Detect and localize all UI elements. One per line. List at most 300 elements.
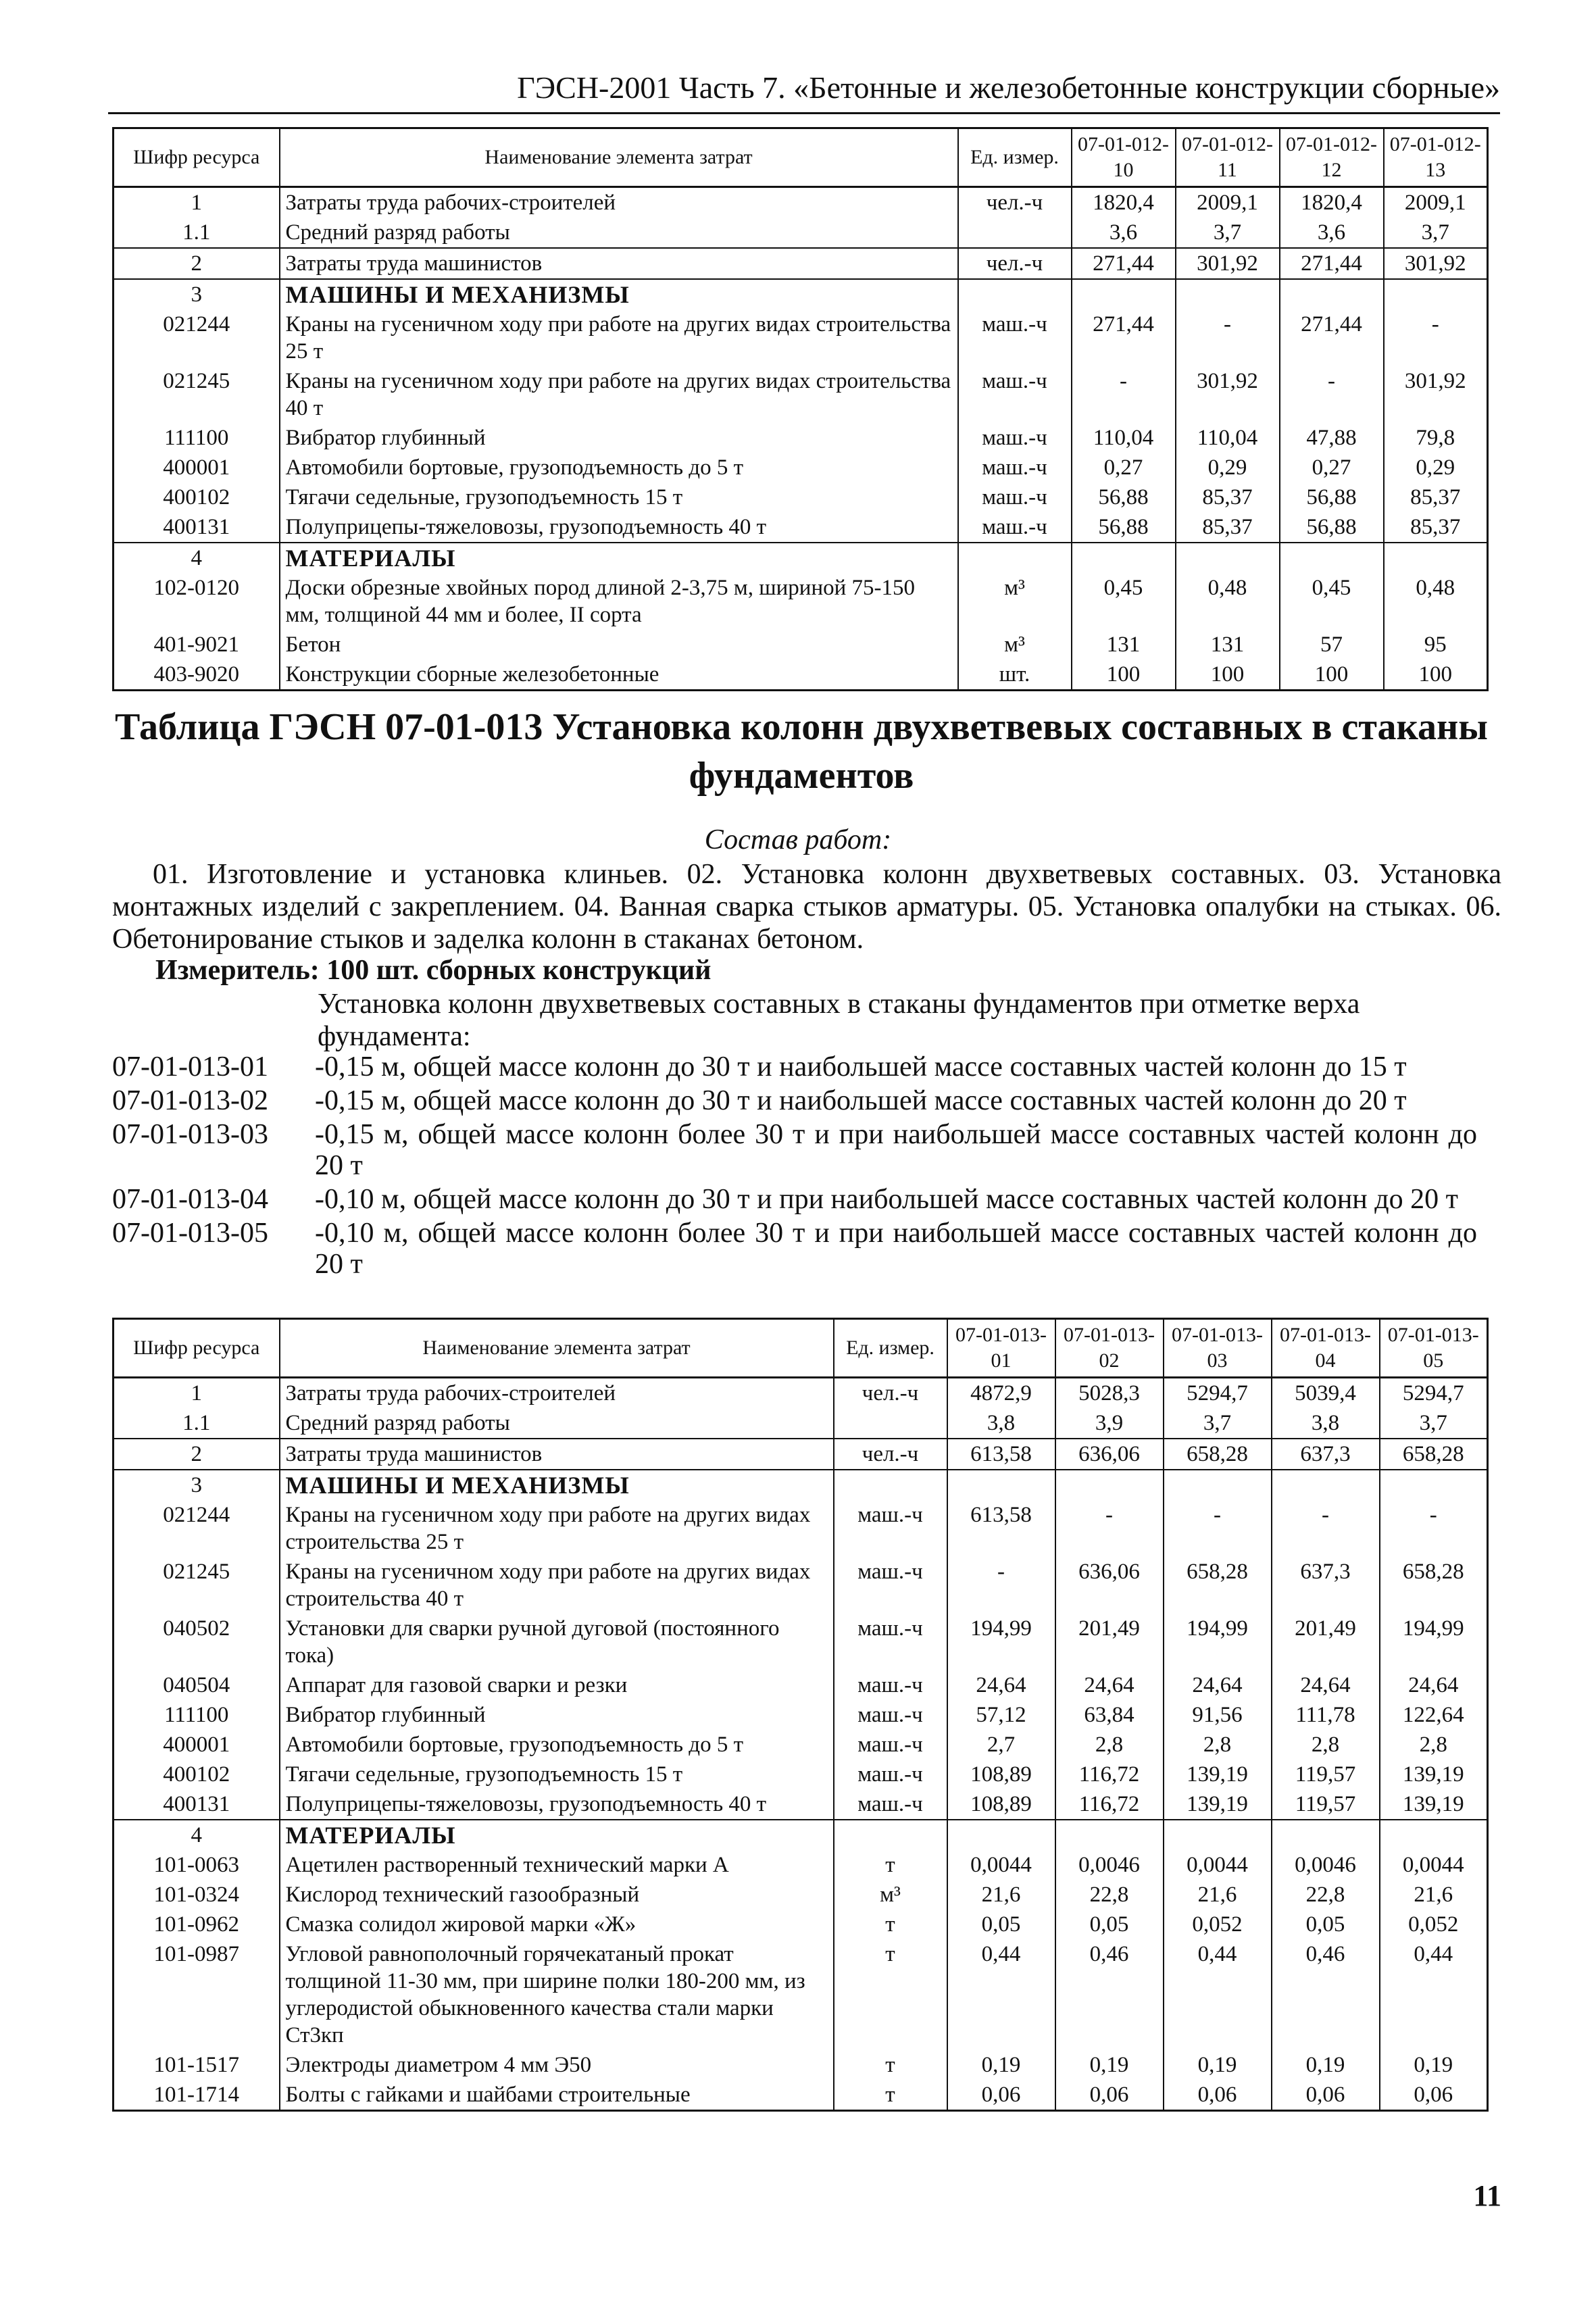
table-header-row (114, 1319, 1488, 1378)
norm-value: 116,72 (1055, 1760, 1164, 1789)
norm-value: 0,45 (1280, 573, 1384, 630)
norm-value: 0,29 (1176, 453, 1280, 482)
norm-value: 47,88 (1280, 423, 1384, 453)
resource-unit: м³ (958, 573, 1072, 630)
norm-value: 56,88 (1280, 482, 1384, 512)
table-row (114, 218, 1488, 248)
norm-value: 122,64 (1380, 1700, 1488, 1730)
resource-name: Краны на гусеничном ходу при работе на других видах строительства 25 т (280, 1500, 834, 1557)
resource-code: 101-1517 (114, 2050, 280, 2080)
norm-value: - (1280, 366, 1384, 423)
resource-table-013 (112, 1318, 1489, 2112)
norm-value: 110,04 (1176, 423, 1280, 453)
table-row (114, 1557, 1488, 1614)
resource-name: Средний разряд работы (280, 218, 958, 248)
norm-value: 658,28 (1164, 1439, 1272, 1470)
norm-value (1055, 1470, 1164, 1500)
section-row (114, 543, 1488, 573)
resource-code: 1 (114, 187, 280, 218)
resource-unit: маш.-ч (958, 366, 1072, 423)
variant-item (112, 1218, 1504, 1280)
norm-value: 2,8 (1380, 1730, 1488, 1760)
norm-value: 1820,4 (1072, 187, 1176, 218)
resource-code: 400001 (114, 453, 280, 482)
resource-name: Бетон (280, 630, 958, 659)
table-row (114, 1789, 1488, 1820)
table-row (114, 512, 1488, 543)
norm-value: 22,8 (1272, 1880, 1380, 1910)
resource-code: 101-0324 (114, 1880, 280, 1910)
table-row (114, 1670, 1488, 1700)
resource-unit (958, 543, 1072, 573)
resource-name: Тягачи седельные, грузоподъемность 15 т (280, 482, 958, 512)
resource-code: 111100 (114, 423, 280, 453)
norm-value: 0,27 (1280, 453, 1384, 482)
norm-value: 1820,4 (1280, 187, 1384, 218)
norm-value: 0,06 (1164, 2080, 1272, 2111)
resource-code: 400102 (114, 1760, 280, 1789)
resource-unit (834, 1470, 947, 1500)
resource-unit: шт. (958, 659, 1072, 691)
norm-value: 271,44 (1280, 248, 1384, 279)
resource-code: 3 (114, 279, 280, 309)
resource-code: 102-0120 (114, 573, 280, 630)
norm-value: 100 (1384, 659, 1488, 691)
norm-value: 3,7 (1164, 1408, 1272, 1439)
resource-code: 4 (114, 543, 280, 573)
norm-value: 5294,7 (1164, 1378, 1272, 1409)
norm-value: 95 (1384, 630, 1488, 659)
table-header-row (114, 128, 1488, 187)
variant-item (112, 1051, 1504, 1082)
norm-value (947, 1470, 1055, 1500)
resource-code: 2 (114, 1439, 280, 1470)
resource-code: 021245 (114, 366, 280, 423)
resource-unit: м³ (834, 1880, 947, 1910)
table-body (114, 187, 1488, 691)
col-header-norm: 07-01-012-12 (1280, 128, 1384, 187)
work-composition-caption: Состав работ: (704, 824, 892, 855)
col-header-norm: 07-01-013-04 (1272, 1319, 1380, 1378)
norm-value: 100 (1280, 659, 1384, 691)
variant-code: 07-01-013-03 (112, 1119, 268, 1150)
col-header-unit: Ед. измер. (958, 128, 1072, 187)
norm-value: 0,44 (1380, 1939, 1488, 2050)
table-row (114, 1700, 1488, 1730)
resource-name: Аппарат для газовой сварки и резки (280, 1670, 834, 1700)
norm-value: 0,0044 (1164, 1850, 1272, 1880)
resource-name: Краны на гусеничном ходу при работе на других видах строительства 25 т (280, 309, 958, 366)
norm-value: 0,29 (1384, 453, 1488, 482)
norm-value: 79,8 (1384, 423, 1488, 453)
norm-value: 139,19 (1380, 1760, 1488, 1789)
norm-value: 21,6 (1380, 1880, 1488, 1910)
running-title: ГЭСН-2001 Часть 7. «Бетонные и железобетонные конструкции сборные» (108, 68, 1500, 114)
table-row (114, 1614, 1488, 1670)
col-header-norm: 07-01-013-02 (1055, 1319, 1164, 1378)
norm-value: 301,92 (1176, 366, 1280, 423)
norm-value: 139,19 (1380, 1789, 1488, 1820)
col-header-code: Шифр ресурса (114, 128, 280, 187)
norm-value: 0,0044 (947, 1850, 1055, 1880)
resource-code: 1 (114, 1378, 280, 1409)
norm-value: 119,57 (1272, 1760, 1380, 1789)
norm-value: 85,37 (1176, 512, 1280, 543)
norm-value: 194,99 (947, 1614, 1055, 1670)
norm-value: 4872,9 (947, 1378, 1055, 1409)
resource-unit: маш.-ч (834, 1730, 947, 1760)
resource-unit: маш.-ч (958, 453, 1072, 482)
norm-value (1072, 279, 1176, 309)
norm-value: 0,19 (1380, 2050, 1488, 2080)
norm-value: 0,27 (1072, 453, 1176, 482)
resource-unit: маш.-ч (958, 482, 1072, 512)
resource-name: Краны на гусеничном ходу при работе на других видах строительства 40 т (280, 366, 958, 423)
norm-value: 636,06 (1055, 1557, 1164, 1614)
resource-name: Доски обрезные хвойных пород длиной 2-3,75 м, шириной 75-150 мм, толщиной 44 мм и более, II сорта (280, 573, 958, 630)
norm-value: 108,89 (947, 1789, 1055, 1820)
resource-name: Ацетилен растворенный технический марки А (280, 1850, 834, 1880)
col-header-norm: 07-01-013-03 (1164, 1319, 1272, 1378)
resource-code: 021244 (114, 1500, 280, 1557)
norm-value: 0,05 (1272, 1910, 1380, 1939)
norm-value (1380, 1820, 1488, 1850)
norm-value: 0,19 (1164, 2050, 1272, 2080)
norm-value: 22,8 (1055, 1880, 1164, 1910)
col-header-unit: Ед. измер. (834, 1319, 947, 1378)
norm-value: 0,44 (947, 1939, 1055, 2050)
resource-code: 3 (114, 1470, 280, 1500)
norm-value: 139,19 (1164, 1760, 1272, 1789)
variant-code: 07-01-013-01 (112, 1051, 268, 1082)
norm-value (1384, 543, 1488, 573)
norm-value: - (1272, 1500, 1380, 1557)
norm-value: 3,8 (1272, 1408, 1380, 1439)
norm-value: 2,8 (1164, 1730, 1272, 1760)
resource-unit: чел.-ч (834, 1439, 947, 1470)
resource-unit: т (834, 2050, 947, 2080)
table-title: Таблица ГЭСН 07-01-013 Установка колонн двухветвевых составных в стаканы фундаментов (115, 706, 1488, 797)
section-row (114, 1470, 1488, 1500)
resource-name: МАТЕРИАЛЫ (280, 1820, 834, 1850)
norm-value: 56,88 (1072, 512, 1176, 543)
norm-value: - (1164, 1500, 1272, 1557)
resource-code: 101-0987 (114, 1939, 280, 2050)
norm-value: 301,92 (1384, 366, 1488, 423)
table-row (114, 187, 1488, 218)
norm-value: 24,64 (1272, 1670, 1380, 1700)
variants-intro: Установка колонн двухветвевых составных в стаканы фундаментов при отметке верха фундамента: (318, 989, 1360, 1052)
resource-unit: маш.-ч (958, 512, 1072, 543)
table-row (114, 573, 1488, 630)
resource-unit: т (834, 1910, 947, 1939)
norm-value: 91,56 (1164, 1700, 1272, 1730)
norm-value: 100 (1176, 659, 1280, 691)
resource-name: Смазка солидол жировой марки «Ж» (280, 1910, 834, 1939)
norm-value: 0,0046 (1272, 1850, 1380, 1880)
norm-value (1055, 1820, 1164, 1850)
norm-value: 0,46 (1272, 1939, 1380, 2050)
norm-value: 24,64 (947, 1670, 1055, 1700)
norm-value: - (1055, 1500, 1164, 1557)
norm-value (1176, 279, 1280, 309)
resource-code: 401-9021 (114, 630, 280, 659)
norm-value: 139,19 (1164, 1789, 1272, 1820)
resource-code: 400102 (114, 482, 280, 512)
resource-name: Электроды диаметром 4 мм Э50 (280, 2050, 834, 2080)
resource-code: 400131 (114, 512, 280, 543)
resource-name: Затраты труда машинистов (280, 248, 958, 279)
norm-value: 116,72 (1055, 1789, 1164, 1820)
resource-unit: маш.-ч (834, 1670, 947, 1700)
norm-value: 613,58 (947, 1439, 1055, 1470)
resource-unit: маш.-ч (834, 1614, 947, 1670)
table-row (114, 1378, 1488, 1409)
resource-unit: чел.-ч (834, 1378, 947, 1409)
norm-value: 131 (1176, 630, 1280, 659)
norm-value: 21,6 (947, 1880, 1055, 1910)
resource-name: Конструкции сборные железобетонные (280, 659, 958, 691)
resource-name: МАШИНЫ И МЕХАНИЗМЫ (280, 279, 958, 309)
resource-unit (958, 218, 1072, 248)
table-row (114, 2050, 1488, 2080)
norm-value: 0,06 (1380, 2080, 1488, 2111)
table-row (114, 2080, 1488, 2111)
norm-value (1272, 1820, 1380, 1850)
resource-code: 101-1714 (114, 2080, 280, 2111)
resource-table-012 (112, 127, 1489, 691)
norm-value: 0,19 (1272, 2050, 1380, 2080)
norm-value (1280, 279, 1384, 309)
norm-value: 24,64 (1164, 1670, 1272, 1700)
norm-value: 110,04 (1072, 423, 1176, 453)
norm-value: 194,99 (1380, 1614, 1488, 1670)
norm-value (1384, 279, 1488, 309)
norm-value (1380, 1470, 1488, 1500)
resource-unit: т (834, 2080, 947, 2111)
norm-value: 637,3 (1272, 1557, 1380, 1614)
norm-value: 201,49 (1055, 1614, 1164, 1670)
norm-value: 271,44 (1072, 309, 1176, 366)
norm-value: 2,8 (1055, 1730, 1164, 1760)
table-row (114, 1730, 1488, 1760)
resource-code: 400001 (114, 1730, 280, 1760)
norm-value: 3,7 (1380, 1408, 1488, 1439)
resource-name: Тягачи седельные, грузоподъемность 15 т (280, 1760, 834, 1789)
resource-name: Вибратор глубинный (280, 1700, 834, 1730)
resource-name: Кислород технический газообразный (280, 1880, 834, 1910)
norm-value: 57,12 (947, 1700, 1055, 1730)
norm-value: 0,06 (947, 2080, 1055, 2111)
norm-value: 85,37 (1384, 512, 1488, 543)
resource-name: Автомобили бортовые, грузоподъемность до 5 т (280, 1730, 834, 1760)
resource-unit: чел.-ч (958, 187, 1072, 218)
section-row (114, 1820, 1488, 1850)
norm-value (1280, 543, 1384, 573)
norm-value (1176, 543, 1280, 573)
table-row (114, 630, 1488, 659)
resource-name: Угловой равнополочный горячекатаный прокат толщиной 11-30 мм, при ширине полки 180-200 мм, из углеродистой обыкновенного качества стали марки Ст3кп (280, 1939, 834, 2050)
norm-value: 5294,7 (1380, 1378, 1488, 1409)
norm-value (1164, 1470, 1272, 1500)
variant-item (112, 1119, 1504, 1181)
norm-value: 24,64 (1055, 1670, 1164, 1700)
norm-value: 271,44 (1072, 248, 1176, 279)
norm-value (1072, 543, 1176, 573)
col-header-name: Наименование элемента затрат (280, 128, 958, 187)
norm-value: 2009,1 (1176, 187, 1280, 218)
resource-unit (834, 1408, 947, 1439)
resource-name: Полуприцепы-тяжеловозы, грузоподъемность 40 т (280, 1789, 834, 1820)
norm-value: 56,88 (1280, 512, 1384, 543)
resource-code: 101-0063 (114, 1850, 280, 1880)
resource-code: 021244 (114, 309, 280, 366)
section-row (114, 279, 1488, 309)
resource-name: Установки для сварки ручной дуговой (постоянного тока) (280, 1614, 834, 1670)
norm-value: 636,06 (1055, 1439, 1164, 1470)
resource-name: Затраты труда рабочих-строителей (280, 187, 958, 218)
table-row (114, 309, 1488, 366)
variant-text: -0,15 м, общей массе колонн более 30 т и при наибольшей массе составных частей колонн до 20 т (315, 1119, 1477, 1181)
norm-value: 3,6 (1280, 218, 1384, 248)
measurement-unit: Измеритель: 100 шт. сборных конструкций (155, 955, 712, 986)
resource-name: Затраты труда машинистов (280, 1439, 834, 1470)
norm-value: - (1176, 309, 1280, 366)
col-header-norm: 07-01-013-01 (947, 1319, 1055, 1378)
norm-value: 3,7 (1176, 218, 1280, 248)
norm-value: 0,052 (1380, 1910, 1488, 1939)
resource-unit: маш.-ч (958, 423, 1072, 453)
norm-value: 0,45 (1072, 573, 1176, 630)
norm-value: - (1380, 1500, 1488, 1557)
norm-value: 24,64 (1380, 1670, 1488, 1700)
norm-value: 56,88 (1072, 482, 1176, 512)
norm-value: 5039,4 (1272, 1378, 1380, 1409)
norm-value: 613,58 (947, 1500, 1055, 1557)
norm-value: 3,9 (1055, 1408, 1164, 1439)
table-row (114, 453, 1488, 482)
norm-value (1272, 1470, 1380, 1500)
resource-code: 1.1 (114, 218, 280, 248)
norm-value: - (947, 1557, 1055, 1614)
resource-code: 400131 (114, 1789, 280, 1820)
variant-code: 07-01-013-02 (112, 1085, 268, 1116)
variant-item (112, 1085, 1504, 1116)
norm-value: 0,0044 (1380, 1850, 1488, 1880)
resource-name: Затраты труда рабочих-строителей (280, 1378, 834, 1409)
norm-value: 63,84 (1055, 1700, 1164, 1730)
norm-value: 301,92 (1176, 248, 1280, 279)
resource-name: Средний разряд работы (280, 1408, 834, 1439)
norm-value: 5028,3 (1055, 1378, 1164, 1409)
resource-code: 2 (114, 248, 280, 279)
resource-name: Автомобили бортовые, грузоподъемность до 5 т (280, 453, 958, 482)
table-body (114, 1378, 1488, 2111)
resource-unit (958, 279, 1072, 309)
norm-value: 0,44 (1164, 1939, 1272, 2050)
resource-name: Краны на гусеничном ходу при работе на других видах строительства 40 т (280, 1557, 834, 1614)
norm-value: 0,48 (1176, 573, 1280, 630)
resource-unit: т (834, 1850, 947, 1880)
table-row (114, 1850, 1488, 1880)
resource-unit: м³ (958, 630, 1072, 659)
resource-code: 040502 (114, 1614, 280, 1670)
resource-unit (834, 1820, 947, 1850)
table-row (114, 1760, 1488, 1789)
resource-name: Болты с гайками и шайбами строительные (280, 2080, 834, 2111)
norm-value: 0,0046 (1055, 1850, 1164, 1880)
variant-text: -0,15 м, общей массе колонн до 30 т и наибольшей массе составных частей колонн до 15 т (315, 1051, 1407, 1082)
table-row (114, 1439, 1488, 1470)
norm-value: 0,05 (1055, 1910, 1164, 1939)
resource-code: 1.1 (114, 1408, 280, 1439)
table-row (114, 248, 1488, 279)
resource-name: МАШИНЫ И МЕХАНИЗМЫ (280, 1470, 834, 1500)
norm-value: 85,37 (1176, 482, 1280, 512)
col-header-norm: 07-01-012-11 (1176, 128, 1280, 187)
table-row (114, 1910, 1488, 1939)
resource-unit: маш.-ч (834, 1789, 947, 1820)
work-composition-text: 01. Изготовление и установка клиньев. 02. Установка колонн двухветвевых составных. 03. Установка монтажных изделий с закреплением. 04. Ванная сварка стыков арматуры. 05. Установка опалубки на стыках. 06. Обетонирование стыков и заделка колонн в стаканах бетоном. (112, 859, 1501, 955)
norm-value: 57 (1280, 630, 1384, 659)
norm-value: 2009,1 (1384, 187, 1488, 218)
norm-value: 3,6 (1072, 218, 1176, 248)
norm-value: 0,19 (1055, 2050, 1164, 2080)
resource-code: 403-9020 (114, 659, 280, 691)
variant-text: -0,10 м, общей массе колонн более 30 т и при наибольшей массе составных частей колонн до 20 т (315, 1218, 1477, 1280)
variant-item (112, 1184, 1504, 1215)
norm-value: 108,89 (947, 1760, 1055, 1789)
norm-value: 3,8 (947, 1408, 1055, 1439)
resource-unit: маш.-ч (834, 1700, 947, 1730)
col-header-norm: 07-01-012-10 (1072, 128, 1176, 187)
variant-list (112, 1051, 1504, 1283)
norm-value: 0,05 (947, 1910, 1055, 1939)
norm-value: 301,92 (1384, 248, 1488, 279)
resource-unit: маш.-ч (834, 1760, 947, 1789)
norm-value: 100 (1072, 659, 1176, 691)
norm-value: 2,8 (1272, 1730, 1380, 1760)
norm-value: 3,7 (1384, 218, 1488, 248)
table-row (114, 482, 1488, 512)
norm-value: 194,99 (1164, 1614, 1272, 1670)
norm-value: 0,48 (1384, 573, 1488, 630)
table-row (114, 423, 1488, 453)
norm-value: 658,28 (1164, 1557, 1272, 1614)
variant-code: 07-01-013-04 (112, 1184, 268, 1215)
norm-value: - (1072, 366, 1176, 423)
variant-text: -0,15 м, общей массе колонн до 30 т и наибольшей массе составных частей колонн до 20 т (315, 1085, 1407, 1116)
resource-code: 021245 (114, 1557, 280, 1614)
resource-unit: т (834, 1939, 947, 2050)
resource-code: 101-0962 (114, 1910, 280, 1939)
table-row (114, 1408, 1488, 1439)
col-header-name: Наименование элемента затрат (280, 1319, 834, 1378)
norm-value: 658,28 (1380, 1557, 1488, 1614)
page-number: 11 (1473, 2179, 1501, 2212)
table-row (114, 1880, 1488, 1910)
col-header-norm: 07-01-013-05 (1380, 1319, 1488, 1378)
norm-value: - (1384, 309, 1488, 366)
resource-unit: маш.-ч (958, 309, 1072, 366)
norm-value: 85,37 (1384, 482, 1488, 512)
norm-value: 2,7 (947, 1730, 1055, 1760)
norm-value: 0,19 (947, 2050, 1055, 2080)
resource-code: 4 (114, 1820, 280, 1850)
resource-name: Полуприцепы-тяжеловозы, грузоподъемность 40 т (280, 512, 958, 543)
norm-value: 0,06 (1272, 2080, 1380, 2111)
norm-value: 131 (1072, 630, 1176, 659)
